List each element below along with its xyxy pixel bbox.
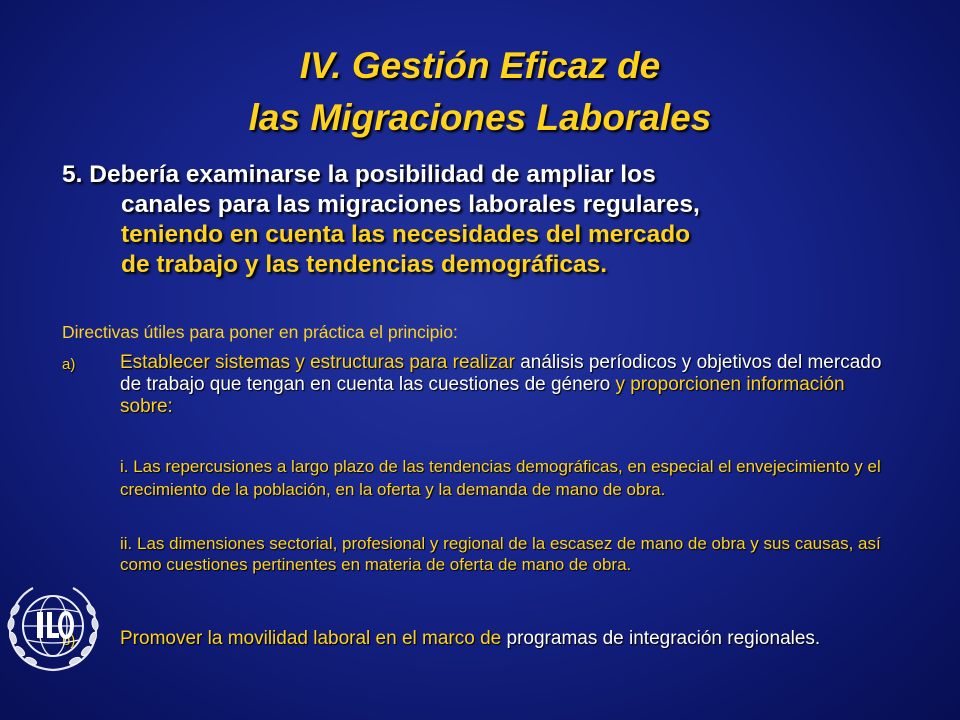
guideline-item-b [62, 628, 902, 650]
principle-text-3: teniendo en cuenta las necesidades del mercado [121, 221, 691, 248]
guideline-item-a [62, 352, 902, 418]
ilo-emblem-icon [3, 578, 103, 678]
slide-title [0, 40, 960, 144]
item-b-marker: b) [62, 632, 76, 649]
item-a-text-yellow: Establecer sistemas y estructuras para realizar [120, 352, 515, 373]
principle-text-4: de trabajo y las tendencias demográficas. [121, 251, 608, 278]
title-line-1: IV. Gestión Eficaz de [299, 45, 661, 86]
item-a-marker: a) [62, 356, 76, 373]
item-a-text [120, 352, 902, 418]
title-line-2: las Migraciones Laborales [248, 97, 712, 138]
item-a-text-white: análisis períodicos y objetivos del mercado de trabajo que tengan en cuenta las cuestiones de género [120, 352, 882, 395]
principle-text-1: Debería examinarse la posibilidad de ampliar los [89, 161, 656, 188]
sub-item-i: i. Las repercusiones a largo plazo de las tendencias demográficas, en especial el envejecimiento y el crecimiento de la población, en la oferta y la demanda de mano de obra. [120, 457, 881, 499]
principle-text-2: canales para las migraciones laborales regulares, [121, 191, 700, 218]
item-b-text [120, 628, 902, 650]
item-b-text-yellow: Promover la movilidad laboral en el marco de [120, 628, 502, 649]
principle-statement [62, 160, 882, 280]
guidelines-heading: Directivas útiles para poner en práctica el principio: [62, 322, 458, 342]
item-a-text-yellow-2: y proporcionen información sobre: [120, 374, 845, 417]
principle-number: 5. [62, 161, 83, 188]
item-b-text-white: programas de integración regionales. [506, 628, 821, 649]
sub-item-ii: ii. Las dimensiones sectorial, profesional y regional de la escasez de mano de obra y sus causas, así como cuestiones pertinentes en materia de oferta de mano de obra. [120, 534, 881, 574]
